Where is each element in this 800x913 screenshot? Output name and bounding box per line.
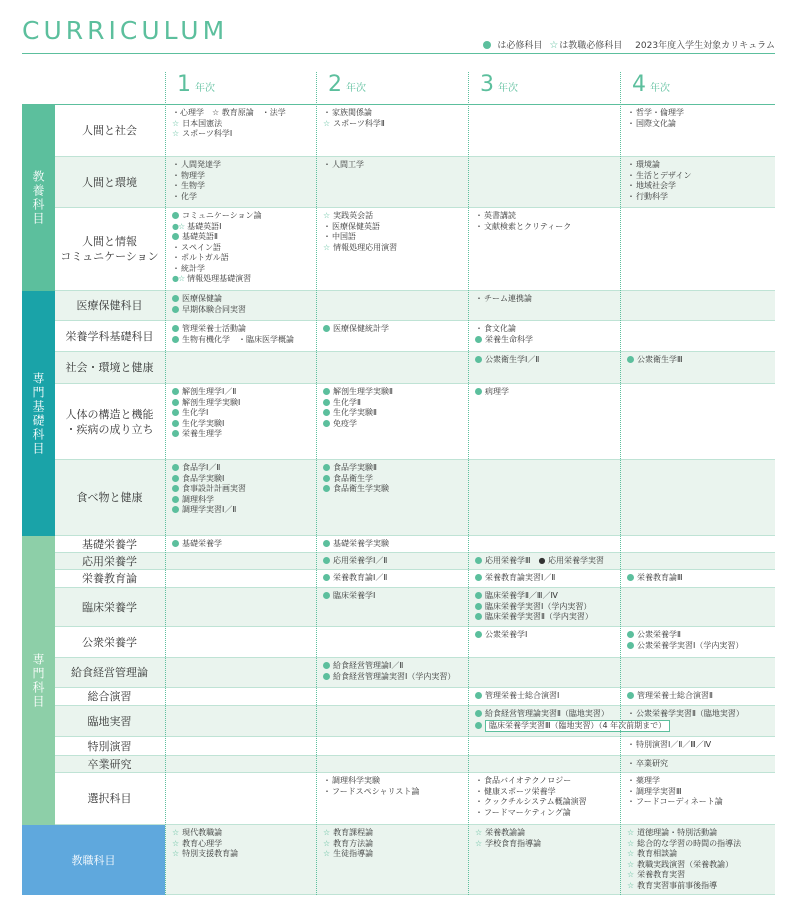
course-cell xyxy=(468,157,619,207)
table-row xyxy=(55,588,775,627)
course-item xyxy=(475,720,667,733)
course-item: 公衆衛生学Ⅲ xyxy=(627,355,767,366)
course-item: ・ 環境論 xyxy=(627,160,767,171)
year-number: 4 xyxy=(632,72,646,97)
course-item: 管理栄養士活動論 xyxy=(172,324,312,335)
year-unit: 年次 xyxy=(498,83,518,94)
course-cell xyxy=(316,536,467,552)
course-cell xyxy=(468,756,619,772)
row-label: 総合演習 xyxy=(87,690,132,703)
course-item: ・ 地域社会学 xyxy=(627,181,767,192)
table-row xyxy=(55,688,775,706)
course-cell xyxy=(165,773,316,824)
row-label: 卒業研究 xyxy=(87,757,132,771)
course-item: 生化学Ⅱ xyxy=(323,398,463,409)
course-item: 栄養生理学 xyxy=(172,429,312,440)
course-cell xyxy=(316,773,467,824)
course-item: ・ フードマーケティング論 xyxy=(475,808,615,819)
course-cell xyxy=(165,536,316,552)
course-cell xyxy=(316,570,467,587)
course-cell xyxy=(468,737,619,755)
course-item: 調理学実習Ⅰ／Ⅱ xyxy=(172,505,312,516)
course-item: 医療保健論 xyxy=(172,294,312,305)
course-cell xyxy=(165,553,316,569)
course-cell xyxy=(620,773,771,824)
course-cell xyxy=(620,658,771,687)
table-row xyxy=(55,773,775,825)
table-row xyxy=(55,384,775,460)
course-item: 基礎栄養学 xyxy=(172,539,312,550)
course-cell xyxy=(468,588,619,626)
course-cell xyxy=(468,825,619,894)
course-cell xyxy=(165,706,316,736)
category-1: 教養科目 xyxy=(22,105,55,291)
course-cell xyxy=(165,570,316,587)
course-cell xyxy=(468,570,619,587)
row-label: 人間と環境 xyxy=(82,175,137,189)
row-label: 社会・環境と健康 xyxy=(65,361,154,374)
course-cell xyxy=(468,105,619,156)
course-cell xyxy=(165,208,316,290)
course-item: 食品衛生学実験 xyxy=(323,484,463,495)
course-cell xyxy=(468,688,619,705)
course-cell xyxy=(165,737,316,755)
course-item: 食品学Ⅰ／Ⅱ xyxy=(172,463,312,474)
year-number: 3 xyxy=(480,72,494,97)
course-item: 解剖生理学実験Ⅱ xyxy=(323,387,463,398)
course-item: ・ 生活とデザイン xyxy=(627,171,767,182)
course-item: 応用栄養学Ⅰ／Ⅱ xyxy=(323,556,463,567)
course-cell xyxy=(165,756,316,772)
course-cell xyxy=(316,460,467,535)
course-item: 解剖生理学Ⅰ／Ⅱ xyxy=(172,387,312,398)
course-cell xyxy=(620,321,771,351)
course-item: ・ 生物学 xyxy=(172,181,312,192)
year-3 xyxy=(480,72,631,97)
course-item: ☆ 教育相談論 xyxy=(627,849,767,860)
course-cell xyxy=(620,536,771,552)
column-divider xyxy=(165,72,166,895)
course-item: ☆ 生徒指導論 xyxy=(323,849,463,860)
course-cell xyxy=(468,352,619,383)
course-item: 食品学実験Ⅱ xyxy=(323,463,463,474)
course-cell xyxy=(468,384,619,459)
course-cell xyxy=(165,352,316,383)
course-cell xyxy=(165,825,316,894)
course-cell xyxy=(620,553,771,569)
course-item: 医療保健統計学 xyxy=(323,324,463,335)
category-2: 専門基礎科目 xyxy=(22,291,55,536)
table-row xyxy=(55,291,775,321)
course-cell xyxy=(316,588,467,626)
course-item: ☆ 特別支援教育論 xyxy=(172,849,312,860)
course-cell xyxy=(620,157,771,207)
course-item: ☆ 教育実習事前事後指導 xyxy=(627,881,767,892)
course-cell xyxy=(620,352,771,383)
course-item: ・ 哲学・倫理学 xyxy=(627,108,767,119)
course-item: 管理栄養士総合演習Ⅰ xyxy=(475,691,615,702)
course-item: ●☆ 情報処理基礎演習 xyxy=(172,274,312,285)
row-label: 公衆栄養学 xyxy=(82,635,137,649)
course-cell xyxy=(468,658,619,687)
row-label: 人間と情報 コミュニケーション xyxy=(60,235,159,263)
legend xyxy=(479,38,775,51)
course-item: ・ 国際文化論 xyxy=(627,119,767,130)
course-item: ・ 物理学 xyxy=(172,171,312,182)
course-item: ☆ 教育方法論 xyxy=(323,839,463,850)
course-cell xyxy=(620,291,771,320)
course-item: ・ フードスペシャリスト論 xyxy=(323,787,463,798)
course-item: 臨床栄養学Ⅱ／Ⅲ／Ⅳ xyxy=(475,591,615,602)
course-item: ☆ 総合的な学習の時間の指導法 xyxy=(627,839,767,850)
course-item: 応用栄養学Ⅲ ● 応用栄養学実習 xyxy=(475,556,615,567)
course-item: ・ 食品バイオテクノロジー xyxy=(475,776,615,787)
course-cell xyxy=(316,706,467,736)
course-item: ・ フードコーディネート論 xyxy=(627,797,767,808)
course-item: ・ 食文化論 xyxy=(475,324,615,335)
course-item: ☆ スポーツ科学Ⅰ xyxy=(172,129,312,140)
year-2 xyxy=(328,72,479,97)
legend-teacher: は教職必修科目 xyxy=(559,41,623,51)
course-item: 管理栄養士総合演習Ⅱ xyxy=(627,691,767,702)
course-cell xyxy=(620,756,771,772)
course-item: ☆ 日本国憲法 xyxy=(172,119,312,130)
category-3: 専門科目 xyxy=(22,536,55,825)
course-item: ☆ 実践英会話 xyxy=(323,211,463,222)
course-cell xyxy=(620,706,771,736)
course-cell xyxy=(165,157,316,207)
course-cell xyxy=(620,570,771,587)
course-item: 臨床栄養学Ⅰ xyxy=(323,591,463,602)
course-item: ・ 人間工学 xyxy=(323,160,463,171)
course-cell xyxy=(316,352,467,383)
row-label: 栄養学科基礎科目 xyxy=(65,329,154,343)
course-item: 早期体験合同実習 xyxy=(172,305,312,316)
table-row xyxy=(55,105,775,157)
required-dot-icon xyxy=(483,41,491,49)
course-item: 公衆栄養学実習Ⅰ（学内実習） xyxy=(627,641,767,652)
course-cell xyxy=(620,588,771,626)
table-row xyxy=(55,536,775,553)
course-cell xyxy=(620,688,771,705)
column-divider xyxy=(316,72,317,895)
course-cell xyxy=(316,756,467,772)
legend-required: は必修科目 xyxy=(497,41,543,51)
course-item: 調理科学 xyxy=(172,495,312,506)
course-cell xyxy=(468,773,619,824)
row-label: 臨床栄養学 xyxy=(82,600,137,614)
row-label: 応用栄養学 xyxy=(82,554,137,568)
course-cell xyxy=(468,536,619,552)
course-item: 臨床栄養学実習Ⅰ（学内実習） xyxy=(475,602,615,613)
course-cell xyxy=(620,825,771,894)
row-label: 特別演習 xyxy=(87,739,132,753)
course-cell xyxy=(316,384,467,459)
course-item: ・ 行動科学 xyxy=(627,192,767,203)
table-row xyxy=(55,553,775,570)
course-item: 臨床栄養学実習Ⅱ（学内実習） xyxy=(475,612,615,623)
row-label: 食べ物と健康 xyxy=(76,491,143,504)
course-item: 生化学実験Ⅱ xyxy=(323,408,463,419)
course-item: 給食経営管理論実習Ⅱ（臨地実習） xyxy=(475,709,615,720)
page-title: CURRICULUM xyxy=(22,16,229,45)
table-top-rule xyxy=(22,104,775,105)
course-item: ・ 調理科学実験 xyxy=(323,776,463,787)
table-row xyxy=(55,627,775,658)
course-cell xyxy=(316,157,467,207)
row-label: 人間と社会 xyxy=(82,124,137,137)
course-item: ☆ 教職実践演習（栄養教諭） xyxy=(627,860,767,871)
course-item: ☆ スポーツ科学Ⅱ xyxy=(323,119,463,130)
table-row xyxy=(55,570,775,588)
row-label: 給食経営管理論 xyxy=(71,666,148,679)
course-cell xyxy=(165,688,316,705)
course-cell xyxy=(468,208,619,290)
course-cell xyxy=(468,460,619,535)
row-label: 栄養教育論 xyxy=(82,572,137,585)
course-item: 食事設計計画実習 xyxy=(172,484,312,495)
course-item: 基礎英語Ⅱ xyxy=(172,232,312,243)
table-row xyxy=(55,737,775,756)
course-item: ☆ 栄養教育実習 xyxy=(627,870,767,881)
course-cell xyxy=(316,737,467,755)
course-item: 基礎栄養学実験 xyxy=(323,539,463,550)
course-item: ☆ 学校食育指導論 xyxy=(475,839,615,850)
course-cell xyxy=(165,658,316,687)
table-row xyxy=(55,706,775,737)
course-item: ・ 統計学 xyxy=(172,264,312,275)
course-item: 公衆栄養学Ⅱ xyxy=(627,630,767,641)
course-item: ・ ポルトガル語 xyxy=(172,253,312,264)
course-cell xyxy=(468,291,619,320)
table-row xyxy=(55,321,775,352)
course-item: ☆ 栄養教諭論 xyxy=(475,828,615,839)
course-cell xyxy=(468,627,619,657)
course-item: 栄養教育論実習Ⅰ／Ⅱ xyxy=(475,573,615,584)
course-item: ・ チーム連携論 xyxy=(475,294,615,305)
course-cell xyxy=(316,553,467,569)
course-cell xyxy=(316,688,467,705)
course-item: 生化学Ⅰ xyxy=(172,408,312,419)
course-item: ・ 調理学実習Ⅲ xyxy=(627,787,767,798)
course-cell xyxy=(620,627,771,657)
table-row xyxy=(55,208,775,291)
course-cell xyxy=(620,384,771,459)
year-4 xyxy=(632,72,783,97)
course-item: ・ 文献検索とクリティーク xyxy=(475,222,615,233)
course-item: 食品学実験Ⅰ xyxy=(172,474,312,485)
year-unit: 年次 xyxy=(195,83,215,94)
course-item: ・ 健康スポーツ栄養学 xyxy=(475,787,615,798)
legend-note: 2023年度入学生対象カリキュラム xyxy=(635,41,775,51)
course-cell xyxy=(620,460,771,535)
course-cell xyxy=(316,321,467,351)
table-row xyxy=(55,756,775,773)
course-cell xyxy=(316,658,467,687)
course-item: ☆ 教育課程論 xyxy=(323,828,463,839)
course-item: 解剖生理学実験Ⅰ xyxy=(172,398,312,409)
course-cell xyxy=(165,291,316,320)
course-cell xyxy=(165,588,316,626)
course-item: 免疫学 xyxy=(323,419,463,430)
course-cell xyxy=(620,737,771,755)
course-cell xyxy=(468,553,619,569)
year-number: 1 xyxy=(177,72,191,97)
row-label: 選択科目 xyxy=(87,792,132,805)
course-cell xyxy=(316,208,467,290)
column-divider xyxy=(620,72,621,895)
course-boxed: 臨床栄養学実習Ⅲ（臨地実習）（4 年次前期まで） xyxy=(485,720,670,733)
table-row xyxy=(55,157,775,208)
table-row xyxy=(55,352,775,384)
course-cell xyxy=(165,321,316,351)
course-item: ・ 薬理学 xyxy=(627,776,767,787)
course-item: ・ 特別演習Ⅰ／Ⅱ／Ⅲ／Ⅳ xyxy=(627,740,767,751)
course-cell xyxy=(620,105,771,156)
row-label: 人体の構造と機能 ・疾病の成り立ち xyxy=(65,407,154,436)
course-item: ☆ 道徳理論・特別活動論 xyxy=(627,828,767,839)
course-item: 栄養生命科学 xyxy=(475,335,615,346)
year-unit: 年次 xyxy=(650,83,670,94)
course-item: ☆ 現代教職論 xyxy=(172,828,312,839)
course-item: ・ 中国語 xyxy=(323,232,463,243)
course-cell xyxy=(165,460,316,535)
course-item: 給食経営管理論Ⅰ／Ⅱ xyxy=(323,661,463,672)
year-number: 2 xyxy=(328,72,342,97)
year-1 xyxy=(177,72,328,97)
course-cell xyxy=(165,105,316,156)
row-label: 医療保健科目 xyxy=(76,299,143,312)
course-item: 食品衛生学 xyxy=(323,474,463,485)
course-cell xyxy=(316,105,467,156)
table-row xyxy=(55,460,775,536)
course-item: 栄養教育論Ⅲ xyxy=(627,573,767,584)
course-cell xyxy=(620,208,771,290)
course-item: ●☆ 基礎英語Ⅰ xyxy=(172,222,312,233)
course-item: ・ 人間発達学 xyxy=(172,160,312,171)
course-cell xyxy=(316,825,467,894)
row-label: 基礎栄養学 xyxy=(82,537,137,551)
course-item: 給食経営管理論実習Ⅰ（学内実習） xyxy=(323,672,463,683)
course-item: 生化学実験Ⅰ xyxy=(172,419,312,430)
course-item: ・ クックチルシステム概論演習 xyxy=(475,797,615,808)
course-item: ☆ 教育心理学 xyxy=(172,839,312,850)
row-label: 臨地実習 xyxy=(87,714,132,728)
course-item: ・ スペイン語 xyxy=(172,243,312,254)
course-item: ・心理学 ☆ 教育原論 ・法学 xyxy=(172,108,286,117)
course-cell xyxy=(316,291,467,320)
course-item: ・ 化学 xyxy=(172,192,312,203)
course-item: ・ 英書講読 xyxy=(475,211,615,222)
title-rule xyxy=(22,53,775,54)
course-item: 公衆栄養学Ⅰ xyxy=(475,630,615,641)
course-cell xyxy=(316,627,467,657)
course-cell xyxy=(468,321,619,351)
course-item: ・ 卒業研究 xyxy=(627,759,767,770)
course-item: ☆ 情報処理応用演習 xyxy=(323,243,463,254)
course-item: 病理学 xyxy=(475,387,615,398)
course-item: 公衆衛生学Ⅰ／Ⅱ xyxy=(475,355,615,366)
course-cell xyxy=(165,384,316,459)
course-item: ・ 家族関係論 xyxy=(323,108,463,119)
column-divider xyxy=(468,72,469,895)
year-unit: 年次 xyxy=(346,83,366,94)
category-4: 教職科目 xyxy=(22,825,165,895)
course-item: コミュニケーション論 xyxy=(172,211,312,222)
star-icon: ☆ xyxy=(549,40,559,51)
table-row xyxy=(55,658,775,688)
course-item: 生物有機化学 ・臨床医学概論 xyxy=(172,335,312,346)
course-cell xyxy=(468,706,667,736)
course-item: ・ 医療保健英語 xyxy=(323,222,463,233)
course-item: 栄養教育論Ⅰ／Ⅱ xyxy=(323,573,463,584)
course-item: ・ 公衆栄養学実習Ⅱ（臨地実習） xyxy=(627,709,767,720)
course-cell xyxy=(165,627,316,657)
